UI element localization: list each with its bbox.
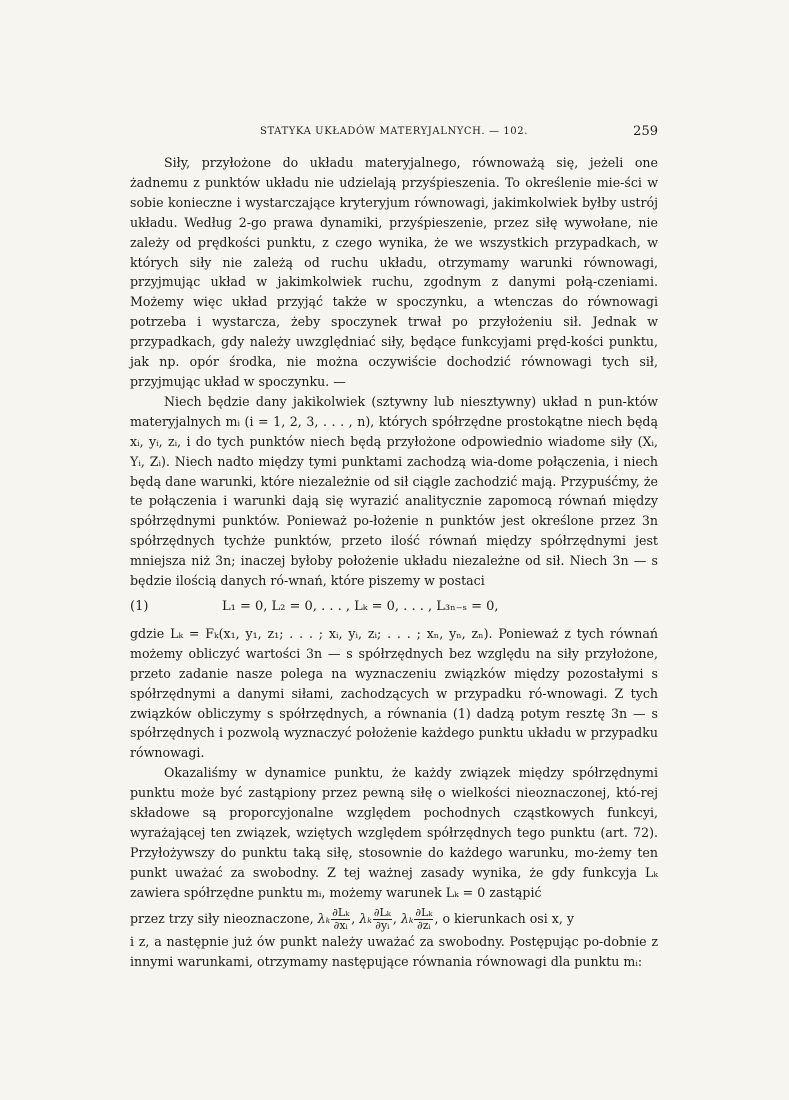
fraction-denominator: ∂zᵢ bbox=[417, 918, 431, 932]
lambda-symbol: λₖ bbox=[359, 910, 372, 926]
body-text bbox=[130, 153, 658, 971]
equation-body: L₁ = 0, L₂ = 0, . . . , Lₖ = 0, . . . , L₃ₙ₋ₛ = 0, bbox=[222, 599, 499, 615]
fraction-numerator: ∂Lₖ bbox=[373, 905, 391, 919]
equation-1 bbox=[130, 591, 658, 624]
running-title: STATYKA UKŁADÓW MATERYJALNYCH. — 102. bbox=[260, 126, 528, 137]
fraction-denominator: ∂yᵢ bbox=[375, 918, 390, 932]
fraction-denominator: ∂xᵢ bbox=[333, 918, 348, 932]
lambda-symbol: λₖ bbox=[317, 910, 331, 926]
paragraph-system: Niech będzie dany jakikolwiek (sztywny lub niesztywny) układ n pun-któw materyjalnych mᵢ (i = 1, 2, 3, . . . , n), których spółrzędne prostokątne niech będą xᵢ, yᵢ, zᵢ, i do tych punktów niech będą przyłożone odpowiednio wiadome siły (Xᵢ, Yᵢ, Zᵢ). Niech nadto między tymi punktami zachodzą wia-dome połączenia, i niech będą dane warunki, które niezależnie od sił ciągle zachodzić mają. Przypuśćmy, że te połączenia i warunki dają się wyrazić analitycznie zapomocą równań między spółrzędnymi punktów. Ponieważ po-łożenie n punktów jest określone przez 3n spółrzędnych tychże punktów, przeto ilość równań między spółrzędnymi jest mniejsza niż 3n; inaczej byłoby położenie układu niezależne od sił. Niech 3n — s będzie ilością danych ró-wnań, które piszemy w postaci bbox=[130, 393, 658, 589]
page-number: 259 bbox=[633, 124, 658, 139]
formula-prefix: przez trzy siły nieoznaczone, bbox=[130, 910, 314, 926]
paragraph-conclusion: i z, a następnie już ów punkt należy uważać za swobodny. Postępując po-dobnie z innymi warunkami, otrzymamy następujące równania równowagi dla punktu mᵢ: bbox=[130, 933, 658, 969]
formula-suffix: , o kierunkach osi x, y bbox=[434, 910, 574, 926]
fraction-y bbox=[373, 907, 392, 932]
paragraph-equilibrium: Siły, przyłożone do układu materyjalnego, równoważą się, jeżeli one żadnemu z punktów układu nie udzielają przyśpieszenia. To określenie mie-ści w sobie konieczne i wystarczające kryteryjum równowagi, jakimkolwiek byłby ustrój układu. Według 2-go prawa dynamiki, przyśpieszenie, przez siłę wywołane, nie zależy od prędkości punktu, z czego wynika, że we wszystkich przypadkach, w których siły nie zależą od ruchu układu, otrzymamy warunki równowagi, przyjmując układ w jakimkolwiek ruchu, zgodnym z danymi połą-czeniami. Możemy więc układ przyjąć także w spoczynku, a wtenczas do równowagi potrzeba i wystarcza, żeby spoczynek trwał po przyłożeniu sił. Jednak w przypadkach, gdy należy uwzględniać siły, będące funkcyjami pręd-kości punktu, jak np. opór środka, nie można oczywiście dochodzić równowagi tych sił, przyjmując układ w spoczynku. — bbox=[130, 155, 658, 389]
fraction-numerator: ∂Lₖ bbox=[332, 905, 350, 919]
fraction-z bbox=[414, 907, 433, 932]
fraction-x bbox=[331, 907, 350, 932]
paragraph-dynamics: Okazaliśmy w dynamice punktu, że każdy związek między spółrzędnymi punktu może być zastąpiony przez pewną siłę o wielkości nieoznaczonej, któ-rej składowe są proporcyjonalne względem pochodnych cząstkowych funkcyi, wyrażającej ten związek, wziętych względem spółrzędnych tego punktu (art. 72). Przyłożywszy do punktu taką siłę, stosownie do każdego warunku, mo-żemy ten punkt uważać za swobodny. Z tej ważnej zasady wynika, że gdy funkcyja Lₖ zawiera spółrzędne punktu mᵢ, możemy warunek Lₖ = 0 zastąpić bbox=[130, 765, 658, 900]
equation-label: (1) bbox=[130, 599, 149, 615]
fraction-numerator: ∂Lₖ bbox=[415, 905, 433, 919]
paragraph-where: gdzie Lₖ = Fₖ(x₁, y₁, z₁; . . . ; xᵢ, yᵢ, zᵢ; . . . ; xₙ, yₙ, zₙ). Ponieważ z tych równań możemy obliczyć wartości 3n — s spółrzędnych bez względu na siły przyłożone, przeto zadanie nasze polega na wyznaczeniu związków między pozostałymi s spółrzędnymi a danymi siłami, zachodzących w przypadku ró-wnowagi. Z tych związków obliczymy s spółrzędnych, a równania (1) dadzą potym resztę 3n — s spółrzędnych i pozwolą wyznaczyć położenie każdego punktu układu w przypadku równowagi. bbox=[130, 625, 658, 761]
inline-formula-line: przez trzy siły nieoznaczone, λₖ $\frac{\text{∂Lₖ}}{\text{∂xᵢ}}$ , λₖ $\frac{\text{∂Lₖ}}{\text{∂yᵢ}}$ , λₖ $\frac{\text{∂Lₖ}}{\text{∂zᵢ}}$ , o kierunkach osi x, y bbox=[130, 905, 574, 932]
lambda-symbol: λₖ bbox=[400, 910, 414, 926]
